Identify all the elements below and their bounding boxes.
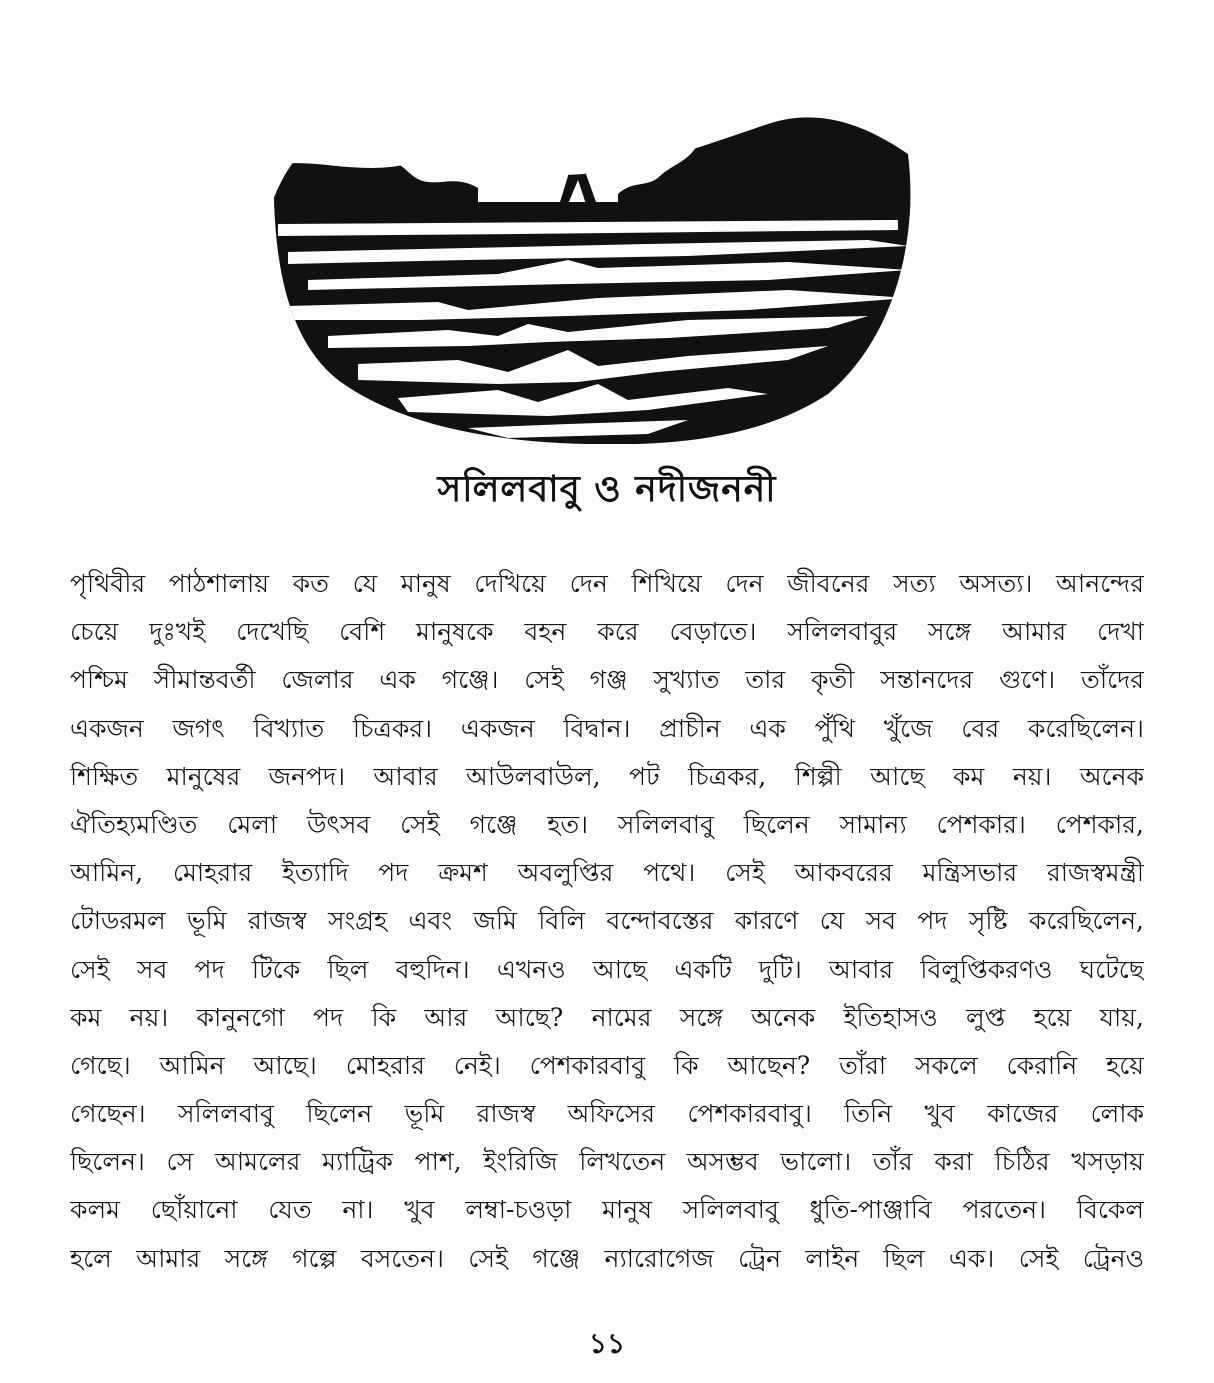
text-line: কলম ছোঁয়ানো যেত না। খুব লম্বা-চওড়া মানুষ সলিলবাবু ধুতি-পাঞ্জাবি পরতেন। বিকেল [70,1195,1144,1225]
text-line: পৃথিবীর পাঠশালায় কত যে মানুষ দেখিয়ে দেন শিখিয়ে দেন জীবনের সত্য অসত্য। আনন্দের [70,569,1144,598]
river-landscape-illustration [268,84,916,444]
body-paragraph [70,560,1144,1283]
text-line: একজন জগৎ বিখ্যাত চিত্রকর। একজন বিদ্বান। প্রাচীন এক পুঁথি খুঁজে বের করেছিলেন। [70,713,1144,743]
text-line: চেয়ে দুঃখই দেখেছি বেশি মানুষকে বহন করে বেড়াতে। সলিলবাবুর সঙ্গে আমার দেখা [70,617,1144,647]
text-line: সেই সব পদ টিকে ছিল বহুদিন। এখনও আছে একটি দুটি। আবার বিলুপ্তিকরণও ঘটেছে [70,954,1144,984]
text-line: গেছেন। সলিলবাবু ছিলেন ভূমি রাজস্ব অফিসের পেশকারবাবু। তিনি খুব কাজের লোক [70,1099,1144,1129]
text-line: টোডরমল ভূমি রাজস্ব সংগ্রহ এবং জমি বিলি বন্দোবস্তের কারণে যে সব পদ সৃষ্টি করেছিলেন, [70,906,1144,936]
text-line: গেছে। আমিন আছে। মোহরার নেই। পেশকারবাবু কি আছেন? তাঁরা সকলে কেরানি হয়ে [70,1050,1144,1080]
text-line: ছিলেন। সে আমলের ম্যাট্রিক পাশ, ইংরিজি লিখতেন অসম্ভব ভালো। তাঁর করা চিঠির খসড়ায় [70,1147,1144,1177]
text-line: শিক্ষিত মানুষের জনপদ। আবার আউলবাউল, পট চিত্রকর, শিল্পী আছে কম নয়। অনেক [70,761,1144,791]
text-line: আমিন, মোহরার ইত্যাদি পদ ক্রমশ অবলুপ্তির পথে। সেই আকবরের মন্ত্রিসভার রাজস্বমন্ত্রী [70,858,1144,888]
text-line: কম নয়। কানুনগো পদ কি আর আছে? নামের সঙ্গে অনেক ইতিহাসও লুপ্ত হয়ে যায়, [70,1002,1144,1032]
river-landscape-woodcut-icon [268,84,916,444]
text-line: পশ্চিম সীমান্তবর্তী জেলার এক গঞ্জে। সেই গঞ্জ সুখ্যাত তার কৃতী সন্তানদের গুণে। তাঁদের [70,665,1144,695]
page-number: ১১ [588,1327,626,1360]
text-line: ঐতিহ্যমণ্ডিত মেলা উৎসব সেই গঞ্জে হত। সলিলবাবু ছিলেন সামান্য পেশকার। পেশকার, [70,809,1144,839]
chapter-title: সলিলবাবু ও নদীজননী [437,468,777,510]
text-line: হলে আমার সঙ্গে গল্পে বসতেন। সেই গঞ্জে ন্যারোগেজ ট্রেন লাইন ছিল এক। সেই ট্রেনও [70,1243,1144,1273]
